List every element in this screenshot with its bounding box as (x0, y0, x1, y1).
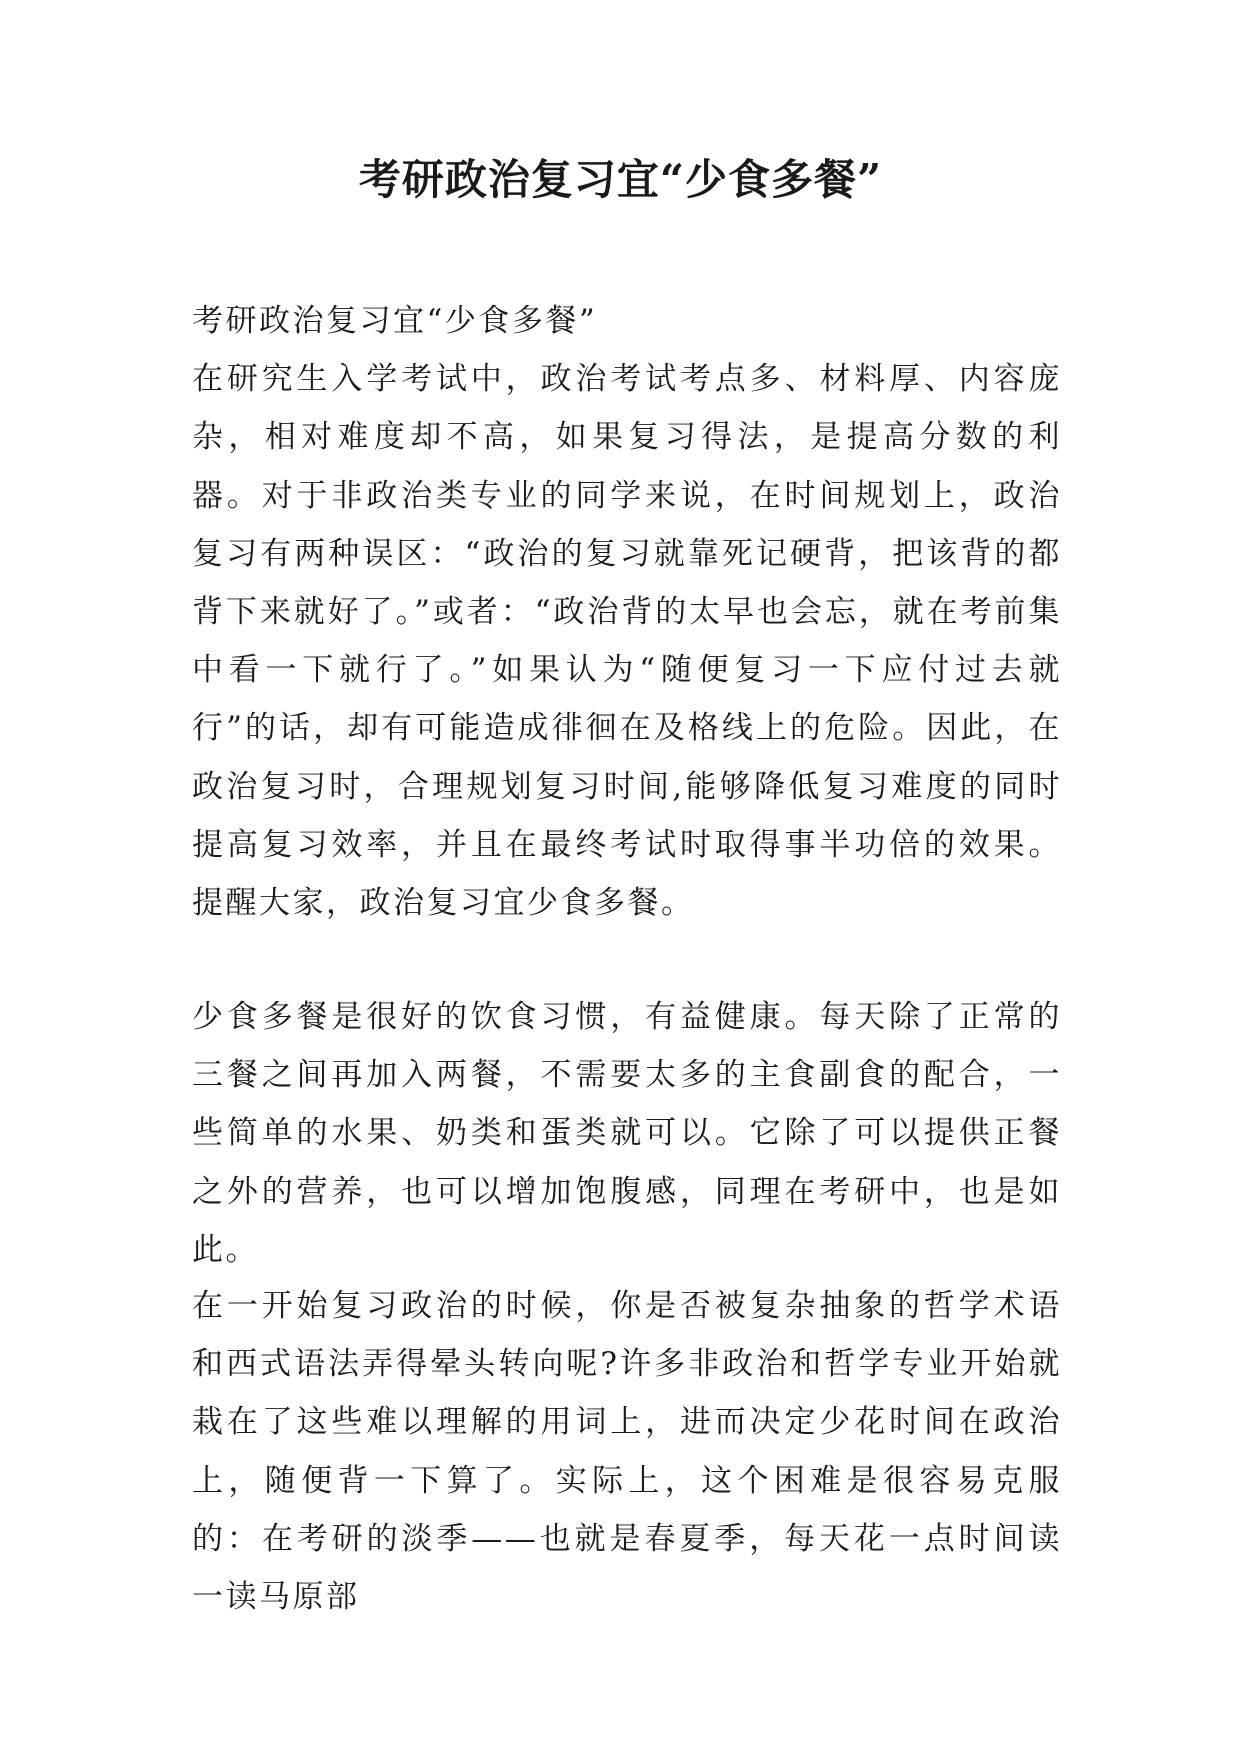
intro-block (192, 292, 1062, 932)
paragraph-2: 少食多餐是很好的饮食习惯，有益健康。每天除了正常的三餐之间再加入两餐，不需要太多的主食副食的配合，一些简单的水果、奶类和蛋类就可以。它除了可以提供正餐之外的营养，也可以增加饱腹感，同理在考研中，也是如此。 (192, 999, 1062, 1268)
paragraph-1: 在研究生入学考试中，政治考试考点多、材料厚、内容庞杂，相对难度却不高，如果复习得法，是提高分数的利器。对于非政治类专业的同学来说，在时间规划上，政治复习有两种误区：“政治的复习就靠死记硬背，把该背的都背下来就好了。”或者：“政治背的太早也会忘，就在考前集中看一下就行了。”如果认为“随便复习一下应付过去就行”的话，却有可能造成徘徊在及格线上的危险。因此，在政治复习时，合理规划复习时间,能够降低复习难度的同时提高复习效率，并且在最终考试时取得事半功倍的效果。提醒大家，政治复习宜少食多餐。 (192, 361, 1062, 922)
document-title: 考研政治复习宜“少食多餐” (358, 155, 883, 204)
document-subtitle: 考研政治复习宜“少食多餐” (192, 303, 598, 339)
paragraph-3: 在一开始复习政治的时候，你是否被复杂抽象的哲学术语和西式语法弄得晕头转向呢?许多非政治和哲学专业开始就栽在了这些难以理解的用词上，进而决定少花时间在政治上，随便背一下算了。实际上，这个困难是很容易克服的：在考研的淡季——也就是春夏季，每天花一点时间读一读马原部 (192, 1288, 1062, 1616)
